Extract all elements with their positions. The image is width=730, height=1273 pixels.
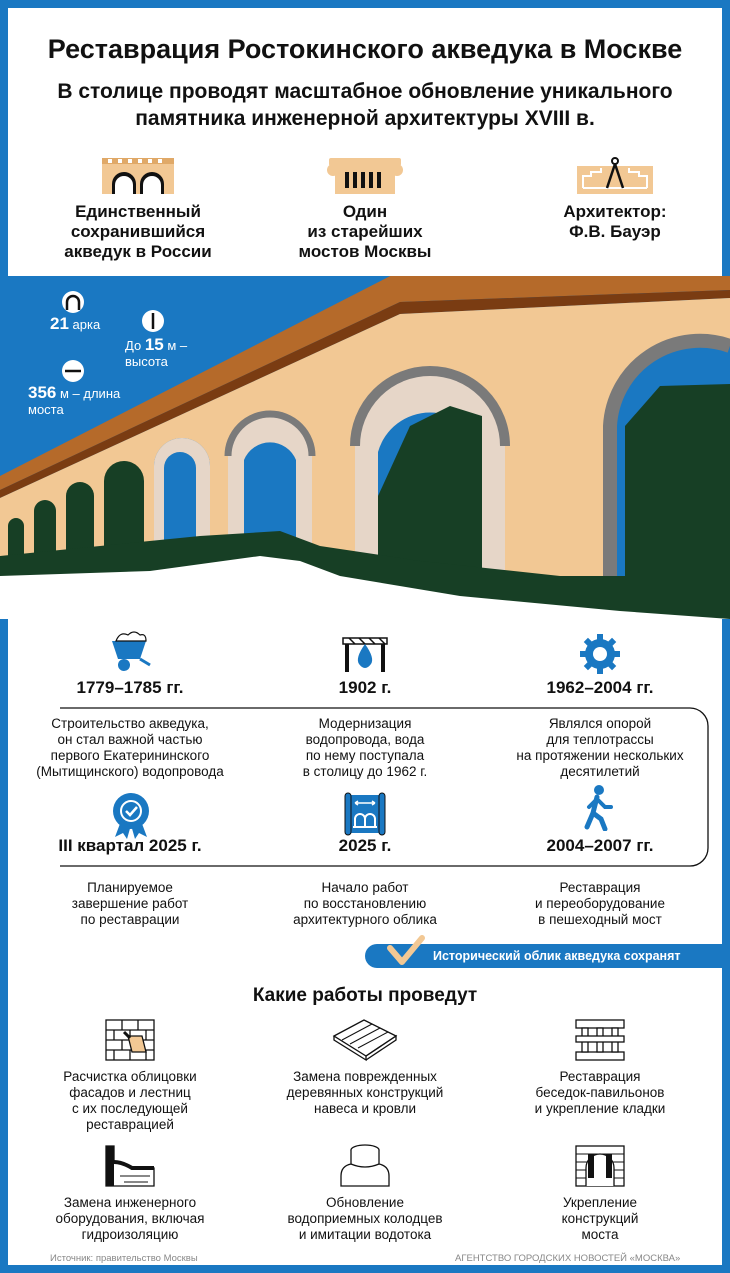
waterproofing-icon [102,1142,158,1190]
stat-length [28,385,120,418]
timeline-item-1962 [485,678,715,698]
work-text: Замена поврежденных деревянных конструкций навеса и кровли [286,1069,444,1116]
gear-icon [578,632,622,676]
stat-length-value: 356 [28,383,57,402]
fact-oldest-text: Один из старейших мостов Москвы [298,202,432,261]
works-title: Какие работы проведут [252,985,478,1006]
timeline-item-2025q3 [15,836,245,856]
timeline-desc: Реставрация и переоборудование в пешеходный мост [535,880,665,927]
work-item-pavilions [485,1016,715,1117]
stat-length-unit: м – длина моста [28,386,121,417]
page-title: Реставрация Ростокинского акведука в Москве [47,34,683,64]
timeline-date: 2025 г. [338,836,392,855]
timeline-desc: Планируемое завершение работ по реставрации [71,880,189,927]
fact-unique-text: Единственный сохранившийся акведук в России [64,202,212,261]
timeline-date: 1779–1785 гг. [76,678,184,697]
timeline-desc: Строительство акведука, он стал важной частью первого Екатерининского (Мытищинского) водопровода [36,716,224,779]
length-icon [61,359,85,383]
bridge-support-icon [572,1142,628,1190]
agency-credit: АГЕНТСТВО ГОРОДСКИХ НОВОСТЕЙ «МОСКВА» [455,1253,681,1264]
timeline-date: 2004–2007 гг. [546,836,654,855]
source-note: Источник: правительство Москвы [50,1253,198,1264]
timeline-date: 1962–2004 гг. [546,678,654,697]
work-text: Реставрация беседок-павильонов и укрепление кладки [534,1069,666,1116]
page-subtitle: В столице проводят масштабное обновление уникального памятника инженерной архитектуры XVIII в. [57,80,673,130]
award-badge-icon [109,791,153,839]
work-item-facade [15,1016,245,1133]
work-item-wells [250,1142,480,1243]
pedestrian-icon [581,785,615,831]
stat-arches-value: 21 [50,314,69,333]
work-text: Расчистка облицовки фасадов и лестниц с их последующей реставрацией [63,1069,197,1132]
timeline-item-2025 [250,836,480,856]
timeline-item-1902 [250,678,480,698]
pavilion-frame-icon [572,1016,628,1064]
fact-architect-text: Архитектор: Ф.В. Бауэр [563,202,667,241]
aqueduct-icon [100,156,176,196]
stat-height-value: 15 [144,335,164,354]
stat-arches-unit: арка [72,317,101,332]
timeline-desc: Начало работ по восстановлению архитектурного облика [293,880,437,927]
stat-height [125,337,187,370]
work-text: Укрепление конструкций моста [561,1195,639,1242]
fact-architect [515,156,715,242]
work-item-wood [250,1016,480,1117]
banner-text: Исторический облик акведука сохранят [433,949,681,963]
stat-height-prefix: До [125,338,142,353]
aqueduct-illustration [0,276,730,619]
work-item-engineering [15,1142,245,1243]
wheelbarrow-icon [106,627,154,673]
header-panel [8,8,722,276]
column-capital-icon [325,156,405,196]
water-drop-icon [341,630,389,674]
work-text: Обновление водоприемных колодцев и имитации водотока [287,1195,443,1242]
timeline-desc: Модернизация водопровода, вода по нему поступала в столицу до 1962 г. [302,716,428,779]
arch-count-icon [61,290,85,314]
timeline-date: III квартал 2025 г. [58,836,202,855]
wooden-planks-icon [330,1016,400,1064]
blueprint-icon [345,793,385,835]
stat-height-unit: м – высота [125,338,188,369]
timeline-item-1779 [15,678,245,698]
fact-unique [38,156,238,262]
brick-wall-trowel-icon [102,1016,158,1064]
stat-arches [50,316,100,333]
timeline-date: 1902 г. [338,678,392,697]
checkmark-icon [386,934,426,968]
timeline-item-2004 [485,836,715,856]
fact-oldest [265,156,465,262]
height-icon [141,309,165,333]
timeline-desc: Являлся опорой для теплотрассы на протяжении нескольких десятилетий [516,716,684,779]
work-item-bridge [485,1142,715,1243]
compass-ruler-icon [575,156,655,196]
work-text: Замена инженерного оборудования, включая гидроизоляцию [55,1195,205,1242]
well-icon [337,1142,393,1190]
